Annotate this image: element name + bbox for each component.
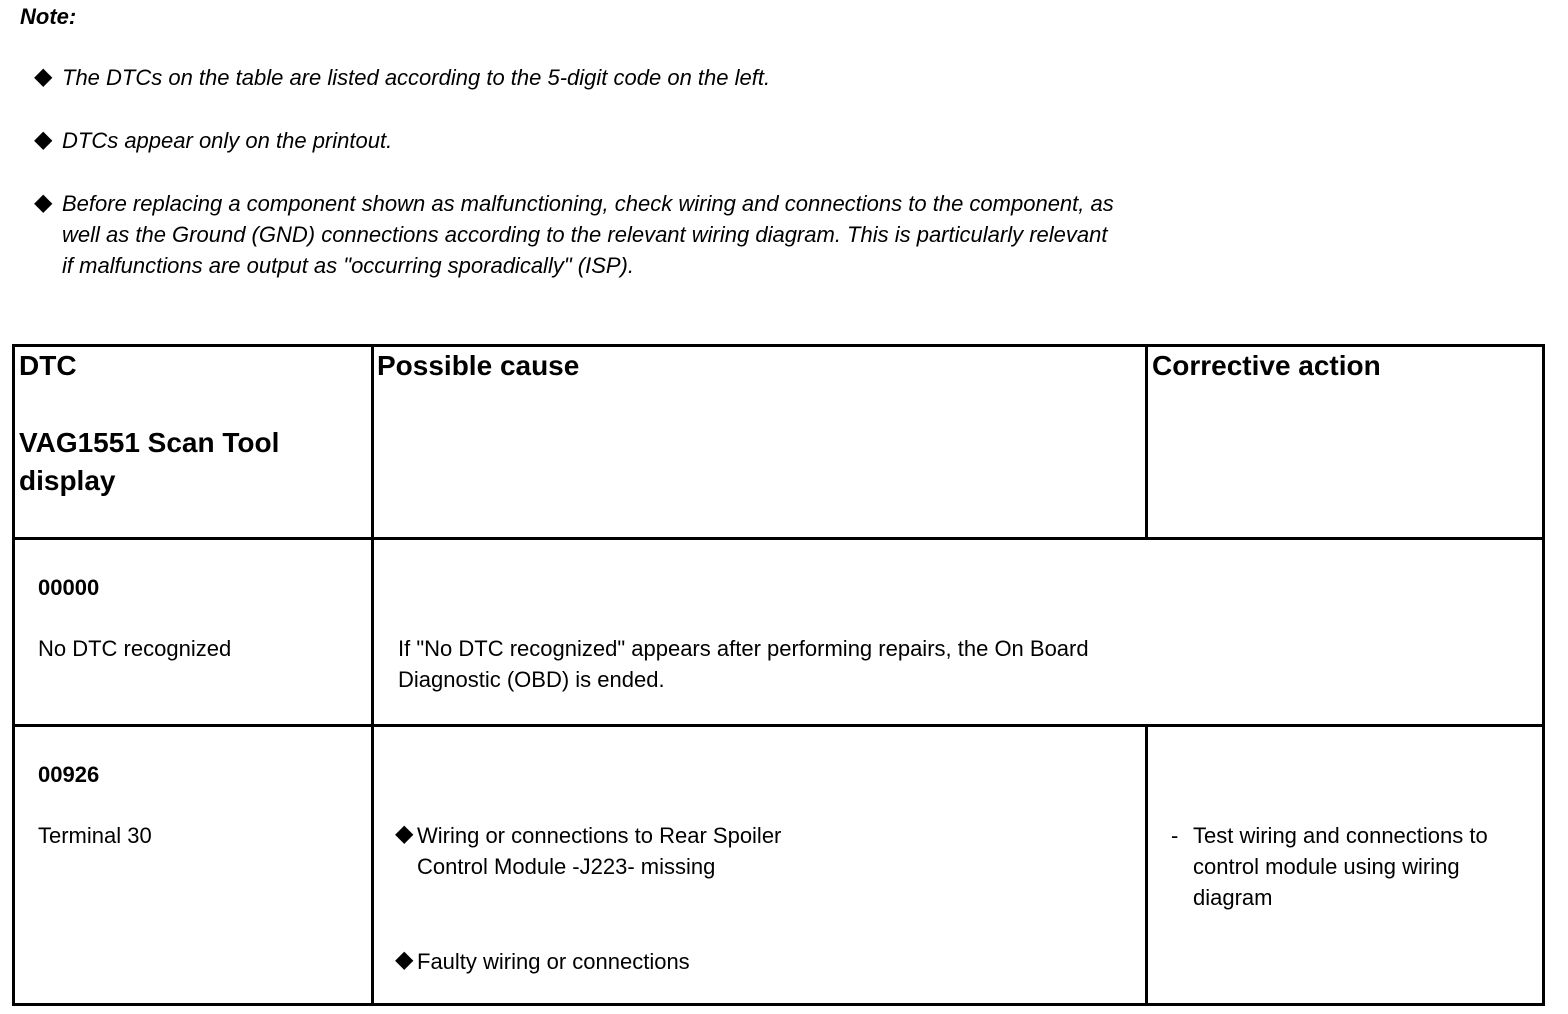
note-title: Note: [20, 4, 77, 29]
diamond-bullet-icon: ◆ [395, 946, 414, 973]
dtc-code: 00000 [38, 575, 100, 600]
diamond-bullet-icon: ◆ [34, 189, 53, 216]
dtc-code: 00926 [38, 762, 100, 787]
dtc-table [12, 344, 1545, 1006]
header-possible-cause: Possible cause [377, 350, 580, 381]
column-divider [371, 347, 374, 1003]
cause-bullet-item [395, 946, 795, 977]
note-item-2 [36, 125, 1116, 156]
note-item-text: DTCs appear only on the printout. [62, 128, 393, 153]
column-divider [1145, 724, 1148, 1003]
note-item-3 [36, 188, 1126, 281]
action-text: Test wiring and connections to control module using wiring diagram [1193, 823, 1488, 910]
cause-text: If "No DTC recognized" appears after performing repairs, the On Board Diagnostic (OBD) is ended. [398, 636, 1089, 692]
cause-bullet-item [395, 820, 785, 882]
diamond-bullet-icon: ◆ [395, 820, 414, 847]
diamond-bullet-icon: ◆ [34, 63, 53, 90]
header-dtc-subtitle: VAG1551 Scan Tool display [19, 427, 280, 496]
dtc-label: Terminal 30 [38, 823, 152, 848]
note-item-text: The DTCs on the table are listed according to the 5-digit code on the left. [62, 65, 771, 90]
row-divider [15, 724, 1542, 727]
action-dash: - [1171, 823, 1179, 848]
note-item-text: Before replacing a component shown as malfunctioning, check wiring and connections to the component, as well as the Ground (GND) connections according to the relevant wiring diagram. This is particularly relevant if malfunctions are output as "occurring sporadically" (ISP). [62, 191, 1114, 278]
row-divider [15, 537, 1542, 540]
cause-bullet-text: Wiring or connections to Rear Spoiler Control Module -J223- missing [417, 823, 782, 879]
header-dtc: DTC [19, 350, 77, 381]
diamond-bullet-icon: ◆ [34, 126, 53, 153]
cause-bullet-text: Faulty wiring or connections [417, 949, 690, 974]
column-divider [1145, 347, 1148, 537]
dtc-label: No DTC recognized [38, 636, 232, 661]
note-item-1 [36, 62, 1116, 93]
header-corrective-action: Corrective action [1152, 350, 1381, 381]
